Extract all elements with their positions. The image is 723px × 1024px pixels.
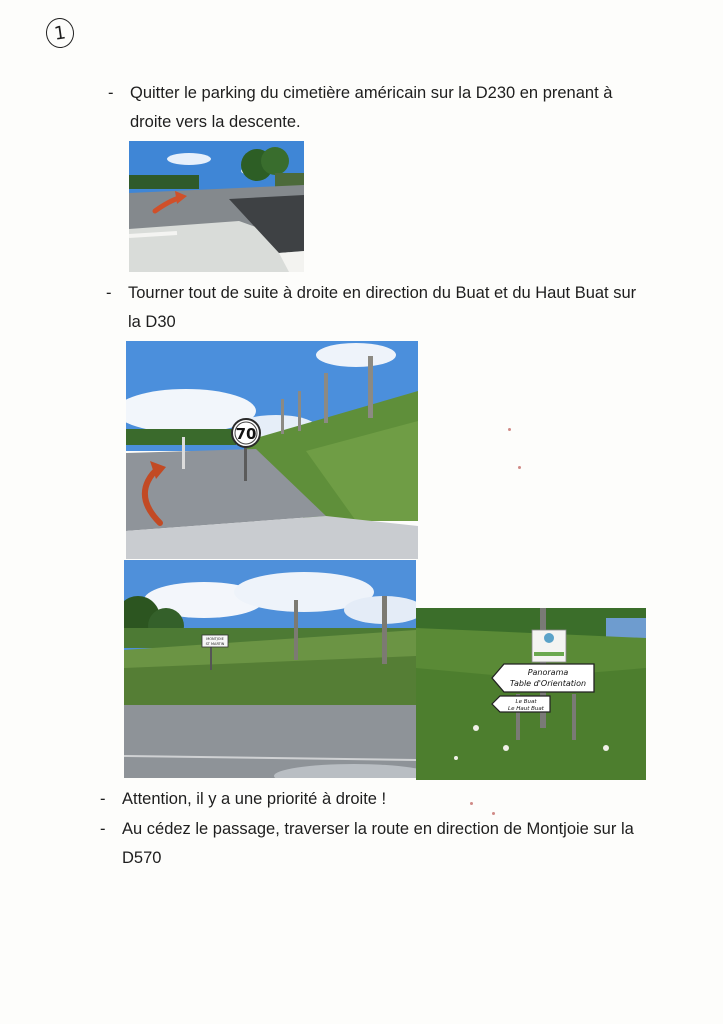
page-number-text: 1 <box>52 21 68 45</box>
scan-speck <box>492 812 495 815</box>
bullet-dash: - <box>100 820 106 838</box>
sign-buat-line-2: Le Haut Buat <box>508 706 544 712</box>
scan-speck <box>508 428 511 431</box>
sign-panorama-line-2: Table d'Orientation <box>509 679 587 688</box>
step-1-line-1: Quitter le parking du cimetière américain sur la D230 en prenant à <box>130 84 613 102</box>
scan-speck <box>518 466 521 469</box>
step-2 <box>106 279 637 337</box>
step-4-line-2: D570 <box>122 849 162 867</box>
photo-direction-signs <box>416 608 646 780</box>
bullet-dash: - <box>108 84 114 102</box>
step-2-line-1: Tourner tout de suite à droite en direction du Buat et du Haut Buat sur <box>128 284 637 302</box>
photo-crossroads <box>124 560 416 778</box>
scan-speck <box>470 802 473 805</box>
step-4 <box>100 815 634 873</box>
page-number <box>44 16 76 50</box>
step-1 <box>108 79 613 137</box>
small-sign-line-1: MONTJOIE <box>206 637 224 641</box>
sign-buat-line-1: Le Buat <box>515 699 537 705</box>
step-1-line-2: droite vers la descente. <box>130 113 301 131</box>
step-2-line-2: la D30 <box>128 313 176 331</box>
sign-panorama-line-1: Panorama <box>527 668 569 677</box>
bullet-dash: - <box>100 790 106 808</box>
speed-limit-text: 70 <box>235 425 257 443</box>
step-4-line-1: Au cédez le passage, traverser la route en direction de Montjoie sur la <box>122 820 634 838</box>
photo-d30-speed-sign <box>126 341 418 559</box>
bullet-dash: - <box>106 284 112 302</box>
step-3-line-1: Attention, il y a une priorité à droite ! <box>122 790 387 808</box>
photo-parking-exit <box>129 141 304 272</box>
small-sign-line-2: ST MARTIN <box>205 642 225 646</box>
step-3 <box>100 785 387 814</box>
